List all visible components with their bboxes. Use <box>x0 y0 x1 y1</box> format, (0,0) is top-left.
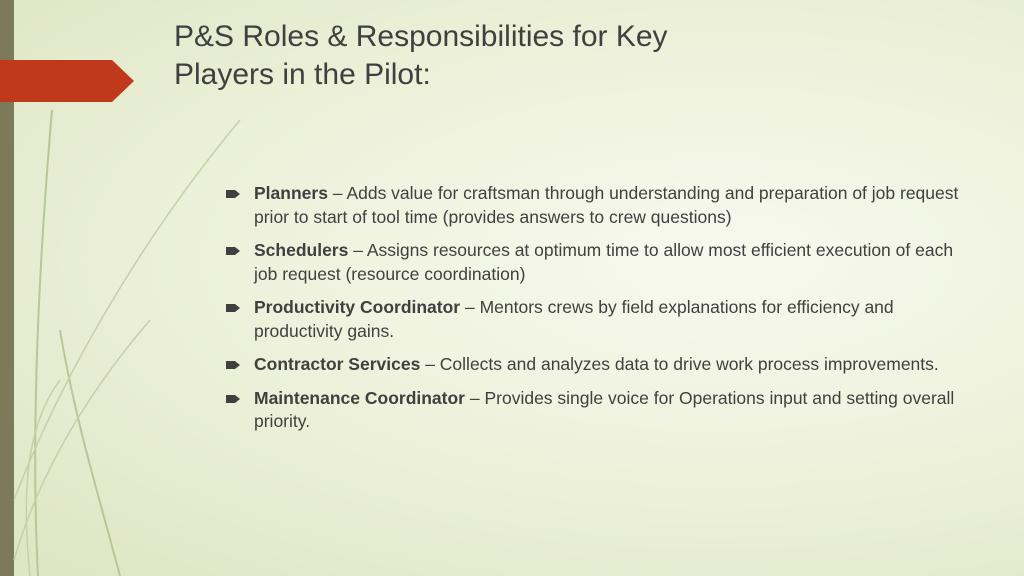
bullet-list <box>226 182 966 444</box>
bullet-term: Contractor Services <box>254 354 421 374</box>
arrow-bullet-icon <box>226 189 240 199</box>
bullet-description: Mentors crews by field explanations for efficiency and productivity gains. <box>254 297 894 341</box>
arrow-bullet-icon <box>226 303 240 313</box>
bullet-item-maintenance-coordinator <box>226 387 966 434</box>
bullet-separator: – <box>420 354 440 374</box>
bullet-description: Adds value for craftsman through understanding and preparation of job request prior to start of tool time (provides answers to crew questions) <box>254 183 959 227</box>
bullet-term: Schedulers <box>254 240 349 260</box>
bullet-separator: – <box>465 387 485 408</box>
bullet-description: Assigns resources at optimum time to allow most efficient execution of each job request (resource coordination) <box>254 240 954 284</box>
bullet-item-contractor-services <box>226 353 966 377</box>
arrow-bullet-icon <box>226 360 240 370</box>
bullet-separator: – <box>327 183 347 203</box>
bullet-description: Collects and analyzes data to drive work process improvements. <box>439 354 939 374</box>
bullet-separator: – <box>460 297 480 317</box>
bullet-separator: – <box>348 240 367 260</box>
bullet-item-planners <box>226 182 966 229</box>
title-accent-arrow <box>0 60 134 102</box>
bullet-item-schedulers <box>226 239 966 286</box>
arrow-bullet-icon <box>226 246 240 256</box>
bullet-term: Planners <box>254 183 328 203</box>
bullet-term: Productivity Coordinator <box>254 297 461 317</box>
bullet-item-productivity-coordinator <box>226 296 966 343</box>
slide-title: P&S Roles & Responsibilities for Key Players in the Pilot: <box>174 20 668 91</box>
arrow-bullet-icon <box>226 394 240 404</box>
bullet-description: Provides single voice for Operations input and setting overall priority. <box>254 387 955 431</box>
bullet-term: Maintenance Coordinator <box>254 387 465 408</box>
